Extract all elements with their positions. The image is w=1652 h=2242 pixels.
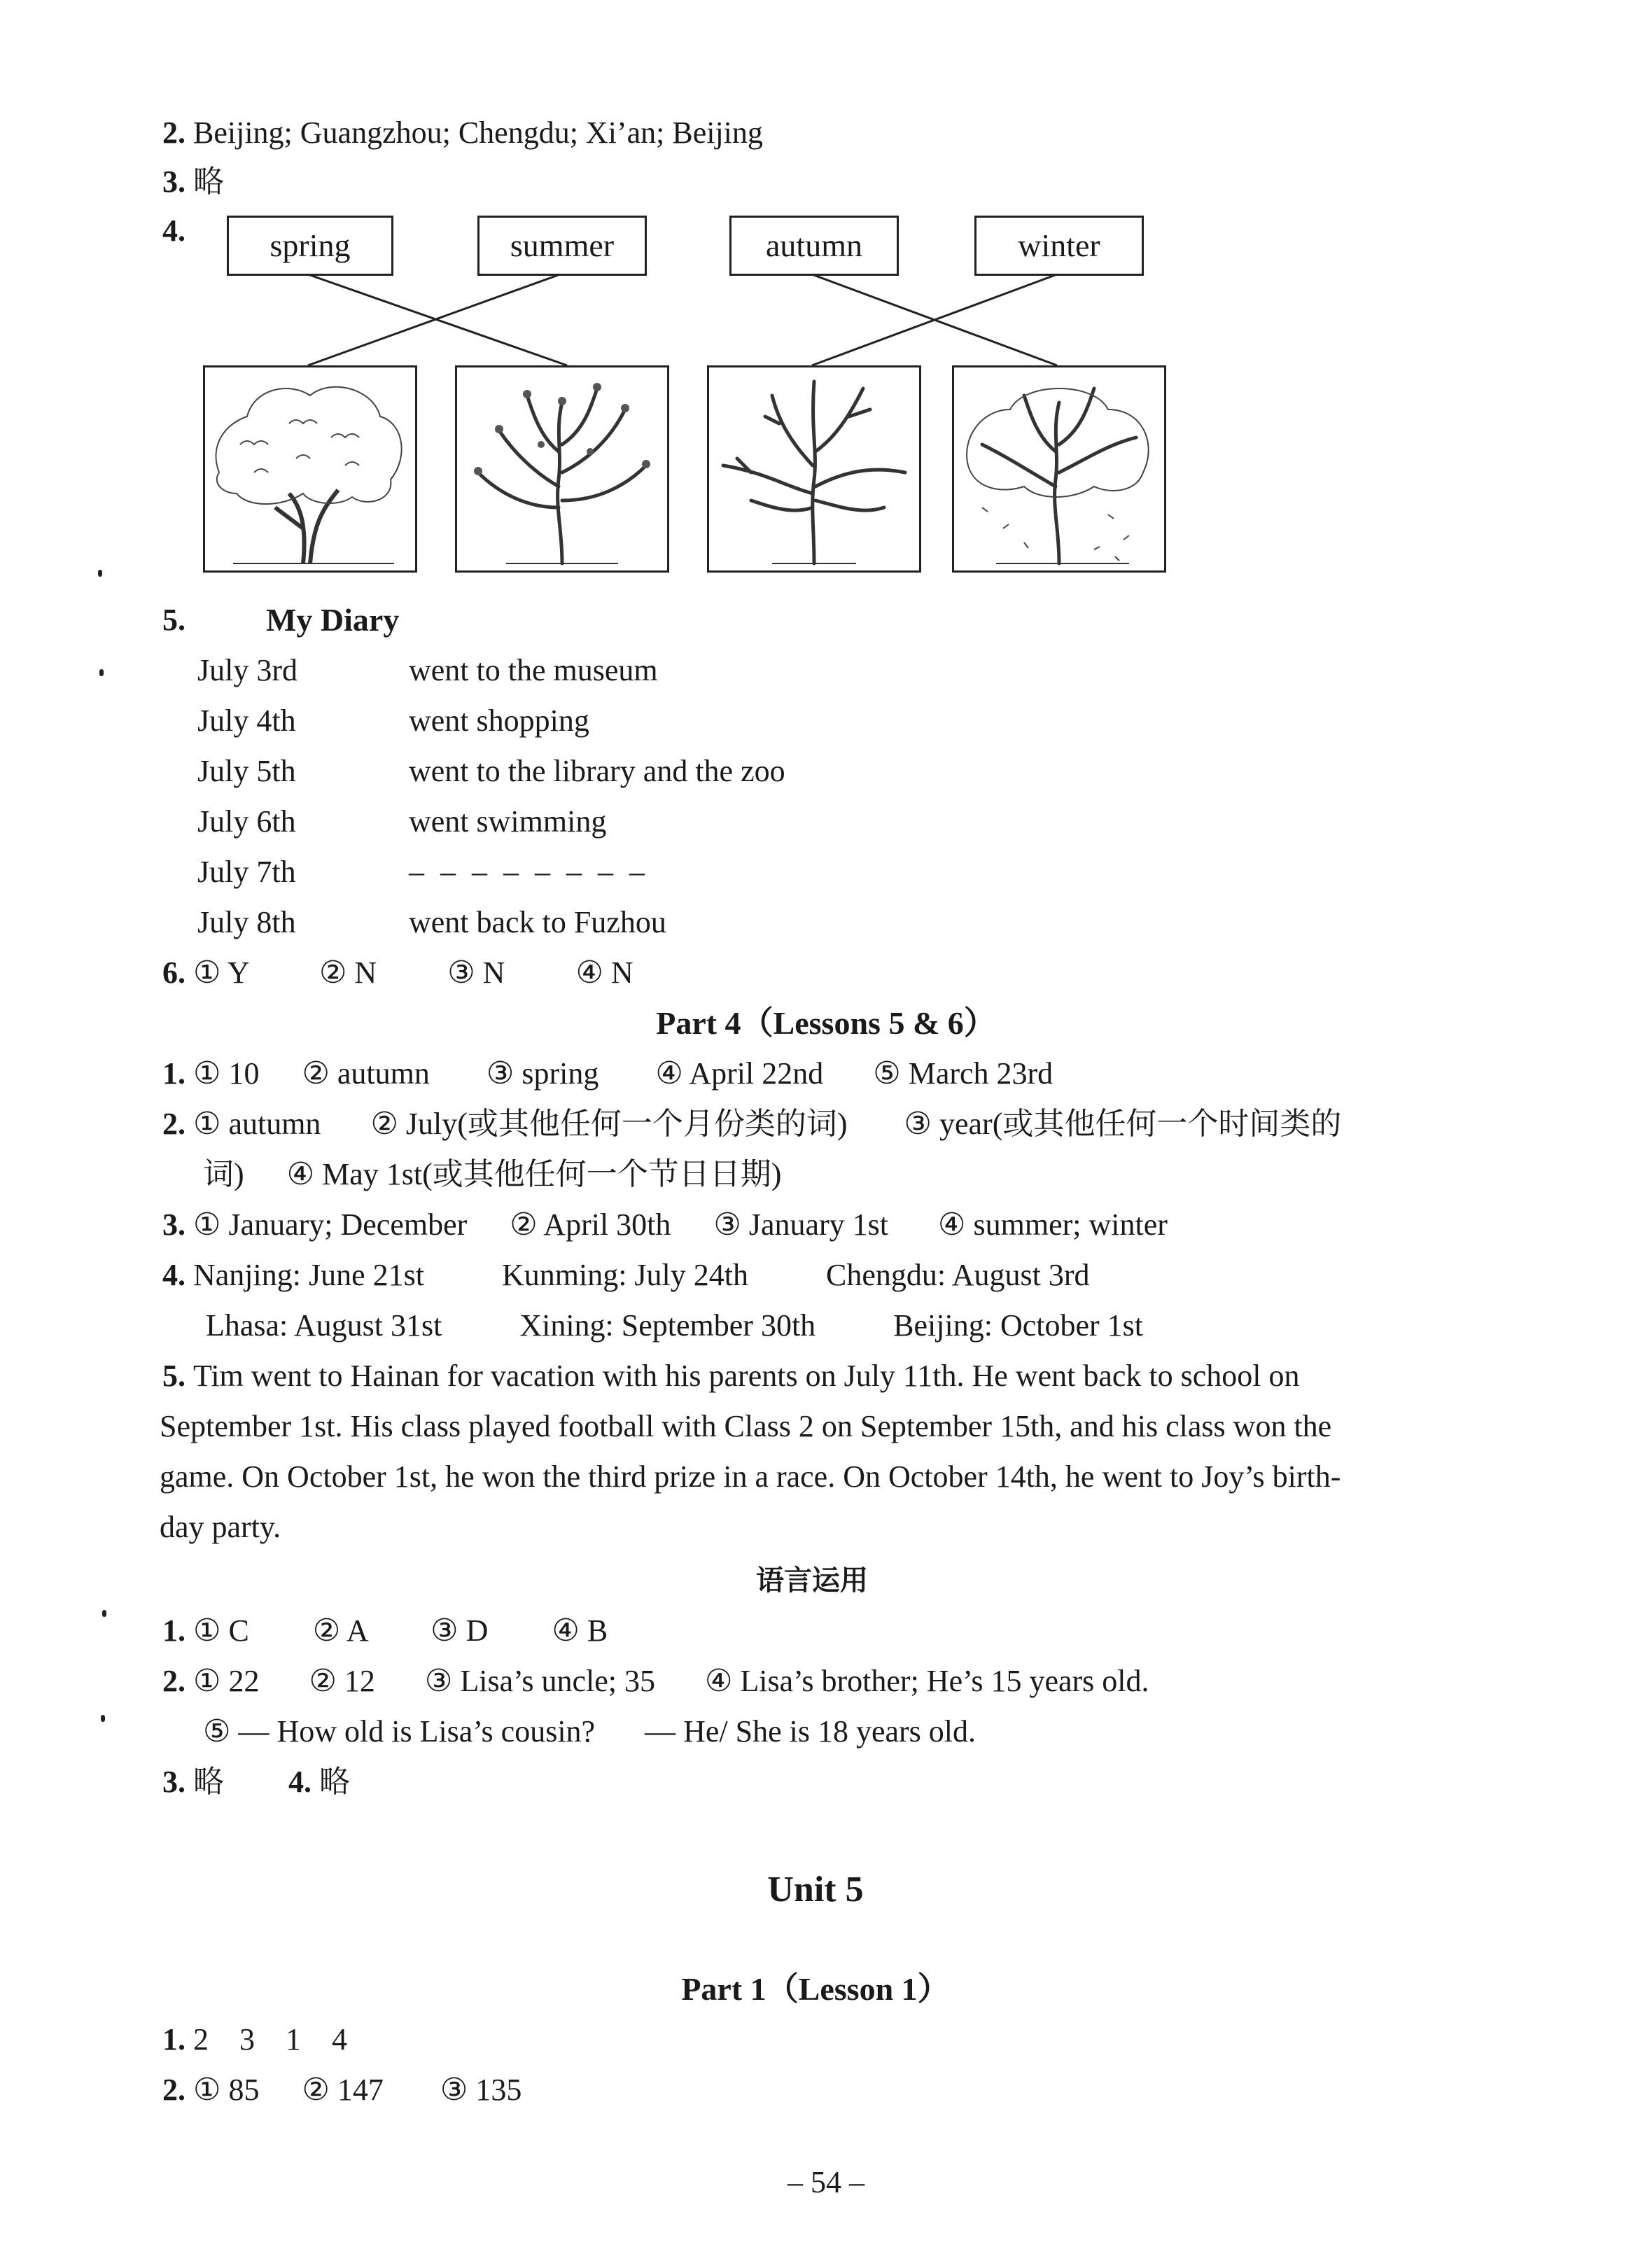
answer: ④ May 1st(或其他任何一个节日日期) — [286, 1157, 782, 1191]
lang-q3-number: 3 — [162, 1765, 178, 1799]
part4-q5-number: 5 — [162, 1359, 178, 1393]
scan-speck — [98, 570, 102, 577]
unit5-part1-heading: Part 1（Lesson 1） — [681, 1971, 950, 2007]
lang-q1-number: 1 — [162, 1613, 178, 1648]
answer: 词) — [203, 1157, 244, 1191]
diary-activity: went to the library and the zoo — [409, 754, 785, 788]
unit5-q2-line: 2. ① 85 ② 147 ③ 135 — [162, 2073, 522, 2107]
diary-date: July 5th — [197, 754, 296, 788]
language-use-heading: 语言运用 — [756, 1564, 868, 1597]
q2-number: 2 — [162, 115, 178, 150]
diary-title: My Diary — [266, 602, 400, 638]
autumn-tree-icon — [954, 367, 1164, 570]
answer: Chengdu: August 3rd — [826, 1258, 1090, 1292]
q3-line: 3. 略 — [162, 164, 224, 199]
diary-activity: went back to Fuzhou — [409, 905, 666, 939]
answer: ① 22 — [193, 1664, 260, 1698]
answer: ① 10 — [193, 1056, 260, 1091]
q2-line: 2. Beijing; Guangzhou; Chengdu; Xi’an; Beijing — [162, 115, 763, 150]
lang-q2-line2 — [203, 1712, 976, 1751]
q2-text: Beijing; Guangzhou; Chengdu; Xi’an; Beijing — [193, 115, 763, 150]
tree-picture-full-foliage — [203, 365, 417, 573]
lang-q3-q4-line: 3. 略 4. 略 — [162, 1765, 350, 1799]
answer: ① January; December — [193, 1207, 468, 1242]
lang-q2-number: 2 — [162, 1664, 178, 1698]
unit5-heading: Unit 5 — [767, 1870, 864, 1910]
paragraph-line: game. On October 1st, he won the third prize in a race. On October 14th, he went to Joy’s birth- — [160, 1459, 1341, 1494]
answer: ③ January 1st — [713, 1207, 889, 1242]
paragraph-line: September 1st. His class played football with Class 2 on September 15th, and his class won the — [160, 1409, 1332, 1443]
answer: ② autumn — [302, 1056, 430, 1091]
unit5-q1-number: 1 — [162, 2022, 178, 2057]
tree-picture-buds — [455, 365, 669, 573]
q6-answer: ① Y — [193, 955, 248, 990]
unit5-q2-number: 2 — [162, 2073, 178, 2107]
answer: — He/ She is 18 years old. — [645, 1714, 976, 1749]
tree-picture-falling-leaves — [952, 365, 1166, 573]
part4-q4-number: 4 — [162, 1258, 178, 1292]
answer: ④ Lisa’s brother; He’s 15 years old. — [704, 1664, 1149, 1698]
diary-activity: – – – – – – – – — [409, 855, 649, 889]
answer: ① C — [193, 1613, 249, 1648]
q4-number: 4 — [162, 213, 178, 248]
answer: Kunming: July 24th — [501, 1258, 749, 1292]
q5-number: 5 — [162, 603, 178, 637]
part4-q2-number: 2 — [162, 1107, 178, 1141]
part4-q3-line: 3. ① January; December ② April 30th ③ January 1st ④ summer; winter — [162, 1207, 1168, 1242]
page-number: – 54 – — [788, 2165, 864, 2199]
q3-text: 略 — [193, 164, 224, 199]
part4-q1-line: 1. ① 10 ② autumn ③ spring ④ April 22nd ⑤ March 23rd — [162, 1056, 1054, 1091]
diary-activity: went to the museum — [409, 653, 658, 687]
answer: ③ D — [430, 1613, 489, 1648]
answer: Nanjing: June 21st — [193, 1258, 424, 1292]
q5-line: 5. — [162, 603, 186, 637]
answer: 略 — [193, 1765, 224, 1799]
answer: ④ B — [552, 1613, 608, 1648]
diary-date: July 7th — [197, 855, 296, 889]
answer: ③ Lisa’s uncle; 35 — [424, 1664, 655, 1698]
answer: 2 3 1 4 — [193, 2022, 347, 2057]
scan-speck — [99, 669, 104, 676]
scan-speck — [102, 1610, 106, 1617]
lang-q1-line: 1. ① C ② A ③ D ④ B — [162, 1613, 608, 1648]
answer: ③ 135 — [440, 2073, 522, 2107]
part4-q4-line1: 4. Nanjing: June 21st Kunming: July 24th Chengdu: August 3rd — [162, 1258, 1090, 1292]
q6-answer: ② N — [318, 955, 377, 990]
bare-tree-icon — [709, 367, 919, 570]
answer: ② A — [312, 1613, 368, 1648]
part4-q1-number: 1 — [162, 1056, 178, 1091]
answer: ④ summer; winter — [938, 1207, 1168, 1242]
answer: ② April 30th — [510, 1207, 671, 1242]
leafy-tree-icon — [205, 367, 415, 570]
answer: ② July(或其他任何一个月份类的词) — [370, 1107, 848, 1141]
q6-number: 6 — [162, 955, 178, 990]
tree-picture-bare — [707, 365, 921, 573]
diary-activity: went shopping — [409, 703, 589, 738]
season-box-summer: summer — [477, 216, 647, 276]
answer: ① autumn — [193, 1107, 321, 1141]
diary-date: July 3rd — [197, 653, 298, 687]
answer: ③ year(或其他任何一个时间类的 — [904, 1107, 1342, 1141]
answer: ② 12 — [309, 1664, 375, 1698]
diary-activity: went swimming — [409, 804, 607, 839]
lang-q2-line1: 2. ① 22 ② 12 ③ Lisa’s uncle; 35 ④ Lisa’s brother; He’s 15 years old. — [162, 1664, 1149, 1698]
q4-line: 4. — [162, 213, 186, 248]
part4-q3-number: 3 — [162, 1207, 178, 1242]
season-box-spring: spring — [227, 216, 393, 276]
q6-answer: ③ N — [447, 955, 505, 990]
season-box-winter: winter — [974, 216, 1144, 276]
budding-tree-icon — [457, 367, 667, 570]
answer: Beijing: October 1st — [893, 1308, 1144, 1343]
q6-answer: ④ N — [575, 955, 634, 990]
part4-q2-line2 — [203, 1155, 781, 1194]
answer: ⑤ — How old is Lisa’s cousin? — [203, 1714, 596, 1749]
q6-line: 6. ① Y ② N ③ N ④ N — [162, 955, 634, 990]
answer: ① 85 — [193, 2073, 260, 2107]
answer: Xining: September 30th — [519, 1308, 816, 1343]
diary-date: July 6th — [197, 804, 296, 839]
answer: 略 — [319, 1765, 350, 1799]
answer: ② 147 — [302, 2073, 384, 2107]
unit5-q1-line: 1. 2 3 1 4 — [162, 2022, 347, 2057]
scan-speck — [101, 1715, 105, 1722]
answer: ④ April 22nd — [655, 1056, 824, 1091]
q3-number: 3 — [162, 164, 178, 199]
answer: ③ spring — [486, 1056, 599, 1091]
paragraph-line: day party. — [160, 1510, 281, 1544]
diary-date: July 8th — [197, 905, 296, 939]
part4-heading: Part 4（Lessons 5 & 6） — [656, 1005, 996, 1041]
part4-q5-line1: 5. Tim went to Hainan for vacation with his parents on July 11th. He went back to school on — [162, 1359, 1300, 1393]
lang-q4-number: 4 — [288, 1765, 304, 1799]
paragraph-line: Tim went to Hainan for vacation with his parents on July 11th. He went back to school on — [193, 1359, 1300, 1393]
answer: Lhasa: August 31st — [206, 1308, 442, 1343]
part4-q2-line1: 2. ① autumn ② July(或其他任何一个月份类的词) ③ year(或其他任何一个时间类的 — [162, 1107, 1342, 1141]
part4-q4-line2 — [206, 1306, 1143, 1345]
season-box-autumn: autumn — [729, 216, 899, 276]
answer: ⑤ March 23rd — [873, 1056, 1054, 1091]
diary-date: July 4th — [197, 703, 296, 738]
